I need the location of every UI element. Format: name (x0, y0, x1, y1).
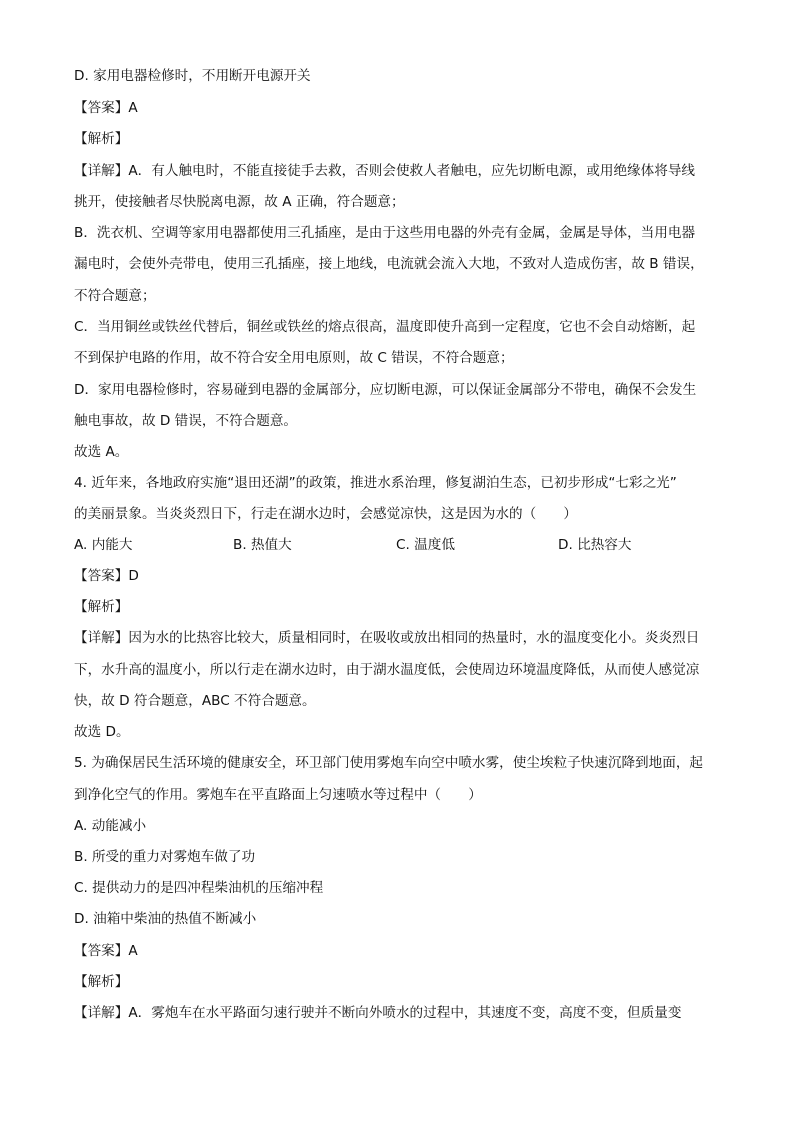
answer-label: 【答案】A (74, 100, 138, 116)
text-line: 挑开，使接触者尽快脱离电源，故 A 正确，符合题意； (74, 194, 405, 210)
q5-option-c: C. 提供动力的是四冲程柴油机的压缩冲程 (74, 880, 324, 896)
q5-option-b: B. 所受的重力对雾炮车做了功 (74, 849, 256, 865)
text-line: 不符合题意； (74, 288, 156, 304)
text-line: 快，故 D 符合题意，ABC 不符合题意。 (74, 693, 316, 709)
answer-label: 【答案】A (74, 943, 138, 959)
text-line: 故选 A。 (74, 444, 129, 460)
text-line: 【详解】A．有人触电时，不能直接徒手去救，否则会使救人者触电，应先切断电源，或用绝缘体将导线 (74, 163, 696, 179)
q4-option-a: A. 内能大 (74, 537, 133, 553)
text-line: B．洗衣机、空调等家用电器都使用三孔插座，是由于这些用电器的外壳有金属，金属是导体，当用电器 (74, 225, 696, 241)
q5-option-a: A. 动能减小 (74, 818, 147, 834)
text-line: 不到保护电路的作用，故不符合安全用电原则，故 C 错误，不符合题意； (74, 350, 514, 366)
text-line: D. 家用电器检修时，不用断开电源开关 (74, 68, 311, 84)
question-4-cont: 的美丽景象。当炎炎烈日下，行走在湖水边时，会感觉凉快，这是因为水的（ ） (74, 506, 577, 522)
text-line: 漏电时，会使外壳带电，使用三孔插座，接上地线，电流就会流入大地，不致对人造成伤害，故 B 错误， (74, 256, 704, 272)
analysis-label: 【解析】 (74, 131, 129, 147)
text-line: 【详解】A．雾炮车在水平路面匀速行驶并不断向外喷水的过程中，其速度不变，高度不变，但质量变 (74, 1005, 682, 1021)
text-line: C．当用铜丝或铁丝代替后，铜丝或铁丝的熔点很高，温度即使升高到一定程度，它也不会自动熔断，起 (74, 319, 696, 335)
question-5-cont: 到净化空气的作用。雾炮车在平直路面上匀速喷水等过程中（ ） (74, 787, 482, 803)
text-line: D．家用电器检修时，容易碰到电器的金属部分，应切断电源，可以保证金属部分不带电，确保不会发生 (74, 382, 697, 398)
text-line: 下，水升高的温度小，所以行走在湖水边时，由于湖水温度低，会使周边环境温度降低，从而使人感觉凉 (74, 662, 700, 678)
q4-option-d: D. 比热容大 (558, 537, 632, 553)
question-5: 5. 为确保居民生活环境的健康安全，环卫部门使用雾炮车向空中喷水雾，使尘埃粒子快速沉降到地面，起 (74, 755, 704, 771)
question-4: 4. 近年来，各地政府实施“退田还湖”的政策，推进水系治理，修复湖泊生态，已初步形成“七彩之光” (74, 475, 677, 491)
text-line: 故选 D。 (74, 724, 130, 740)
analysis-label: 【解析】 (74, 599, 129, 615)
q4-option-c: C. 温度低 (396, 537, 455, 553)
q5-option-d: D. 油箱中柴油的热值不断减小 (74, 911, 257, 927)
text-line: 触电事故，故 D 错误，不符合题意。 (74, 413, 298, 429)
answer-label: 【答案】D (74, 568, 139, 584)
q4-option-b: B. 热值大 (233, 537, 292, 553)
analysis-label: 【解析】 (74, 974, 129, 990)
text-line: 【详解】因为水的比热容比较大，质量相同时，在吸收或放出相同的热量时，水的温度变化小。炎炎烈日 (74, 630, 700, 646)
